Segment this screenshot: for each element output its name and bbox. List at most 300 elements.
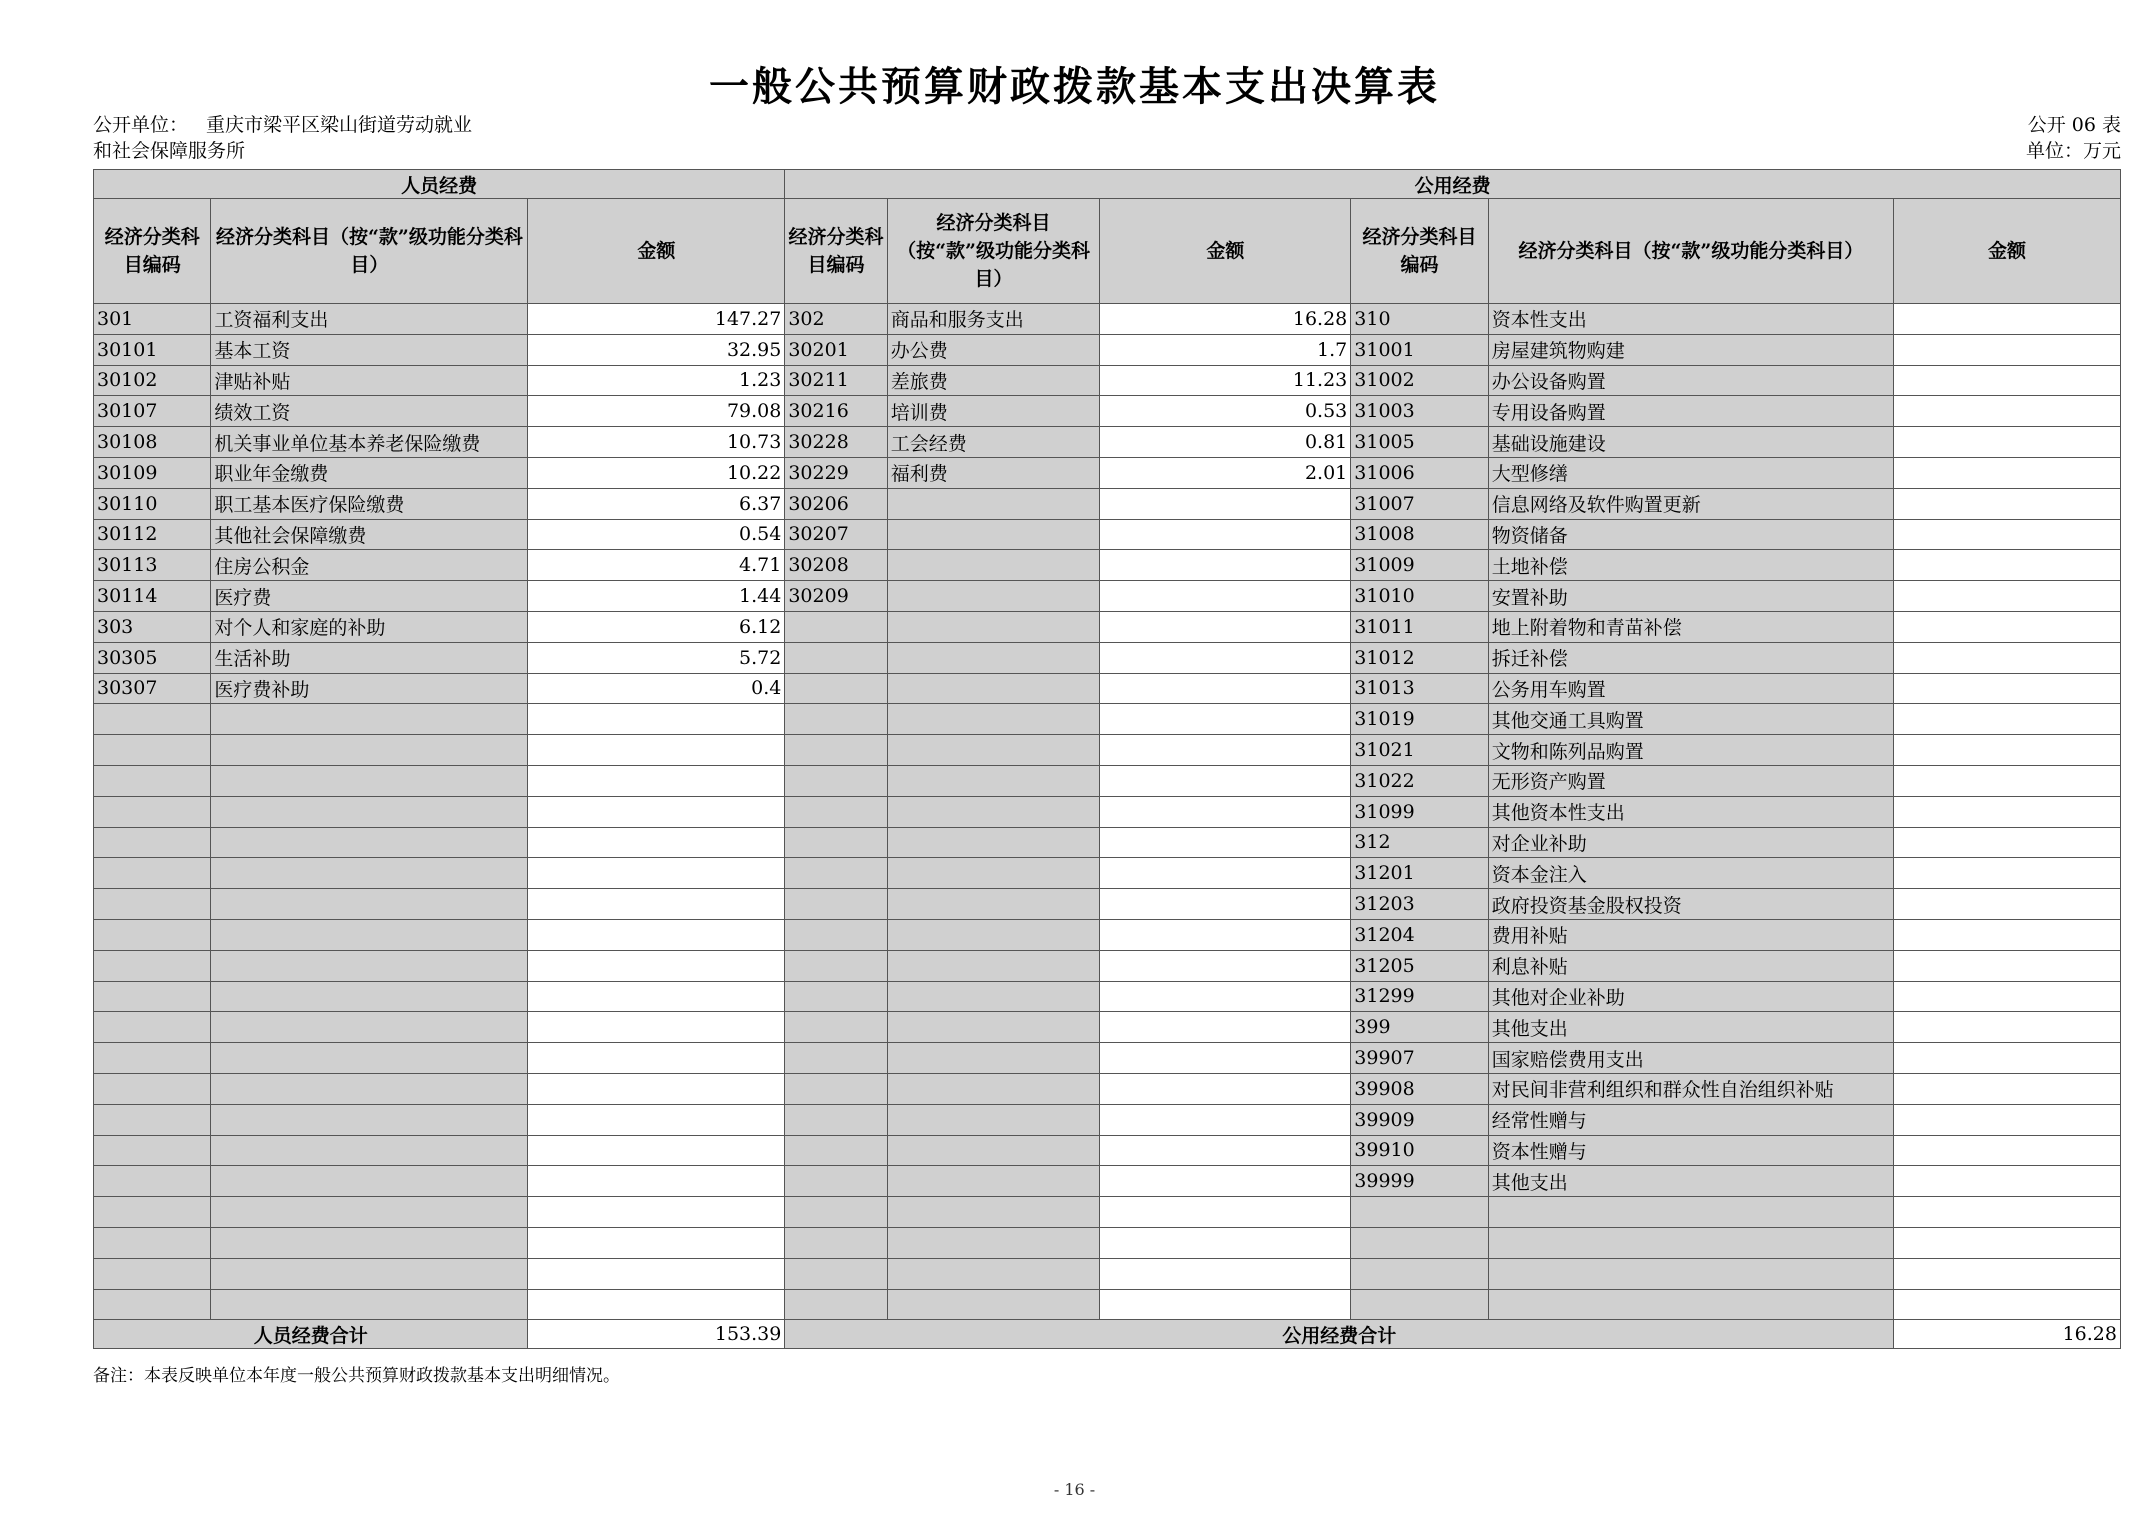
- personnel-amount-cell: [528, 1135, 785, 1166]
- capital-code-cell: [1351, 1197, 1488, 1228]
- capital-code-cell: [1351, 1258, 1488, 1289]
- personnel-item-cell: [211, 1289, 528, 1320]
- personnel-item-cell: [211, 1073, 528, 1104]
- public-total-label: 公用经费合计: [785, 1320, 1894, 1349]
- goods-amount-cell: [1100, 581, 1351, 612]
- capital-code-cell: 31204: [1351, 919, 1488, 950]
- footnote: 备注：本表反映单位本年度一般公共预算财政拨款基本支出明细情况。: [93, 1366, 620, 1386]
- goods-code-cell: [785, 642, 887, 673]
- expenditure-table: [93, 169, 2121, 1349]
- goods-item-cell: [887, 919, 1100, 950]
- capital-amount-cell: [1894, 981, 2121, 1012]
- capital-item-cell: 大型修缮: [1488, 457, 1893, 488]
- personnel-item-cell: [211, 827, 528, 858]
- personnel-code-cell: [94, 1197, 211, 1228]
- personnel-total-label: 人员经费合计: [94, 1320, 528, 1349]
- capital-item-cell: 物资储备: [1488, 519, 1893, 550]
- personnel-amount-cell: [528, 796, 785, 827]
- goods-code-cell: 30206: [785, 488, 887, 519]
- personnel-code-cell: [94, 1227, 211, 1258]
- public-total-value: 16.28: [1894, 1320, 2121, 1349]
- goods-item-cell: [887, 858, 1100, 889]
- group-header-row: [94, 170, 2121, 199]
- capital-code-cell: 31099: [1351, 796, 1488, 827]
- goods-amount-cell: [1100, 858, 1351, 889]
- goods-code-cell: [785, 1012, 887, 1043]
- personnel-amount-cell: 1.23: [528, 365, 785, 396]
- unit-name: 重庆市梁平区梁山街道劳动就业: [206, 114, 473, 136]
- table-row: [94, 1104, 2121, 1135]
- goods-amount-cell: [1100, 704, 1351, 735]
- goods-code-cell: [785, 1289, 887, 1320]
- capital-item-cell: 资本性支出: [1488, 304, 1893, 335]
- goods-amount-cell: 0.81: [1100, 427, 1351, 458]
- goods-amount-cell: [1100, 1135, 1351, 1166]
- goods-item-cell: [887, 642, 1100, 673]
- goods-amount-cell: [1100, 735, 1351, 766]
- personnel-item-cell: [211, 889, 528, 920]
- goods-code-cell: [785, 1104, 887, 1135]
- capital-amount-cell: [1894, 642, 2121, 673]
- capital-amount-cell: [1894, 365, 2121, 396]
- personnel-item-cell: [211, 919, 528, 950]
- goods-amount-cell: 2.01: [1100, 457, 1351, 488]
- capital-item-cell: 国家赔偿费用支出: [1488, 1043, 1893, 1074]
- personnel-code-cell: [94, 735, 211, 766]
- capital-amount-cell: [1894, 858, 2121, 889]
- capital-code-cell: 39909: [1351, 1104, 1488, 1135]
- personnel-code-cell: 30307: [94, 673, 211, 704]
- capital-item-cell: 其他交通工具购置: [1488, 704, 1893, 735]
- capital-item-cell: 费用补贴: [1488, 919, 1893, 950]
- capital-item-cell: 对民间非营利组织和群众性自治组织补贴: [1488, 1073, 1893, 1104]
- personnel-code-cell: [94, 827, 211, 858]
- goods-item-cell: [887, 1012, 1100, 1043]
- personnel-item-cell: 对个人和家庭的补助: [211, 611, 528, 642]
- goods-amount-cell: [1100, 642, 1351, 673]
- table-row: [94, 365, 2121, 396]
- personnel-item-cell: [211, 950, 528, 981]
- goods-code-cell: 30201: [785, 334, 887, 365]
- capital-amount-cell: [1894, 334, 2121, 365]
- goods-code-cell: [785, 889, 887, 920]
- goods-item-cell: [887, 1043, 1100, 1074]
- capital-amount-cell: [1894, 1043, 2121, 1074]
- personnel-item-cell: [211, 704, 528, 735]
- personnel-item-cell: [211, 1043, 528, 1074]
- personnel-code-cell: [94, 1104, 211, 1135]
- capital-item-cell: 安置补助: [1488, 581, 1893, 612]
- capital-amount-cell: [1894, 396, 2121, 427]
- capital-code-cell: 31203: [1351, 889, 1488, 920]
- personnel-code-cell: [94, 950, 211, 981]
- personnel-code-cell: [94, 1012, 211, 1043]
- capital-code-cell: 31010: [1351, 581, 1488, 612]
- personnel-code-cell: [94, 1258, 211, 1289]
- capital-amount-cell: [1894, 827, 2121, 858]
- goods-item-cell: [887, 765, 1100, 796]
- goods-item-cell: [887, 673, 1100, 704]
- capital-amount-cell: [1894, 581, 2121, 612]
- capital-code-cell: 31001: [1351, 334, 1488, 365]
- goods-item-cell: [887, 611, 1100, 642]
- header-amount-capital: 金额: [1894, 199, 2121, 304]
- table-row: [94, 1073, 2121, 1104]
- personnel-item-cell: 住房公积金: [211, 550, 528, 581]
- goods-amount-cell: [1100, 1043, 1351, 1074]
- capital-amount-cell: [1894, 1135, 2121, 1166]
- personnel-code-cell: 30110: [94, 488, 211, 519]
- capital-item-cell: 对企业补助: [1488, 827, 1893, 858]
- capital-code-cell: 31205: [1351, 950, 1488, 981]
- personnel-amount-cell: [528, 735, 785, 766]
- personnel-amount-cell: [528, 1166, 785, 1197]
- personnel-item-cell: 医疗费: [211, 581, 528, 612]
- table-row: [94, 642, 2121, 673]
- capital-item-cell: 信息网络及软件购置更新: [1488, 488, 1893, 519]
- header-name-personnel: 经济分类科目（按“款”级功能分类科目）: [211, 199, 528, 304]
- personnel-code-cell: 30107: [94, 396, 211, 427]
- table-row: [94, 796, 2121, 827]
- goods-item-cell: 商品和服务支出: [887, 304, 1100, 335]
- header-code-goods: 经济分类科目编码: [785, 199, 887, 304]
- capital-code-cell: 31002: [1351, 365, 1488, 396]
- table-row: [94, 457, 2121, 488]
- capital-code-cell: 31009: [1351, 550, 1488, 581]
- personnel-amount-cell: [528, 1258, 785, 1289]
- personnel-code-cell: 30109: [94, 457, 211, 488]
- goods-item-cell: [887, 827, 1100, 858]
- goods-code-cell: [785, 1135, 887, 1166]
- capital-amount-cell: [1894, 889, 2121, 920]
- capital-code-cell: 31011: [1351, 611, 1488, 642]
- capital-item-cell: [1488, 1258, 1893, 1289]
- table-row: [94, 581, 2121, 612]
- table-row: [94, 858, 2121, 889]
- table-row: [94, 673, 2121, 704]
- goods-amount-cell: [1100, 950, 1351, 981]
- goods-amount-cell: 11.23: [1100, 365, 1351, 396]
- capital-code-cell: 39910: [1351, 1135, 1488, 1166]
- goods-code-cell: 30216: [785, 396, 887, 427]
- goods-code-cell: [785, 673, 887, 704]
- goods-item-cell: [887, 550, 1100, 581]
- goods-amount-cell: [1100, 889, 1351, 920]
- goods-amount-cell: [1100, 550, 1351, 581]
- goods-code-cell: [785, 796, 887, 827]
- goods-item-cell: [887, 1197, 1100, 1228]
- goods-code-cell: 30209: [785, 581, 887, 612]
- personnel-group-header: 人员经费: [94, 170, 785, 199]
- personnel-item-cell: 医疗费补助: [211, 673, 528, 704]
- personnel-amount-cell: 10.73: [528, 427, 785, 458]
- goods-amount-cell: [1100, 765, 1351, 796]
- personnel-code-cell: [94, 981, 211, 1012]
- goods-code-cell: [785, 858, 887, 889]
- capital-amount-cell: [1894, 796, 2121, 827]
- personnel-code-cell: [94, 1043, 211, 1074]
- goods-item-cell: [887, 581, 1100, 612]
- goods-amount-cell: 1.7: [1100, 334, 1351, 365]
- capital-item-cell: 专用设备购置: [1488, 396, 1893, 427]
- capital-code-cell: 31022: [1351, 765, 1488, 796]
- capital-code-cell: 39907: [1351, 1043, 1488, 1074]
- capital-item-cell: 利息补贴: [1488, 950, 1893, 981]
- table-row: [94, 735, 2121, 766]
- capital-item-cell: 其他资本性支出: [1488, 796, 1893, 827]
- personnel-item-cell: [211, 735, 528, 766]
- personnel-code-cell: 30102: [94, 365, 211, 396]
- header-name-capital: 经济分类科目（按“款”级功能分类科目）: [1488, 199, 1893, 304]
- capital-amount-cell: [1894, 1197, 2121, 1228]
- goods-item-cell: [887, 796, 1100, 827]
- capital-code-cell: [1351, 1227, 1488, 1258]
- personnel-item-cell: [211, 981, 528, 1012]
- goods-code-cell: 30207: [785, 519, 887, 550]
- personnel-total-value: 153.39: [528, 1320, 785, 1349]
- header-code-capital: 经济分类科目编码: [1351, 199, 1488, 304]
- goods-amount-cell: 0.53: [1100, 396, 1351, 427]
- personnel-code-cell: [94, 889, 211, 920]
- personnel-item-cell: [211, 858, 528, 889]
- capital-item-cell: 资本金注入: [1488, 858, 1893, 889]
- capital-amount-cell: [1894, 1258, 2121, 1289]
- goods-code-cell: [785, 1166, 887, 1197]
- personnel-amount-cell: [528, 1197, 785, 1228]
- capital-code-cell: 31008: [1351, 519, 1488, 550]
- personnel-amount-cell: [528, 889, 785, 920]
- capital-item-cell: 无形资产购置: [1488, 765, 1893, 796]
- table-row: [94, 919, 2121, 950]
- table-row: [94, 827, 2121, 858]
- capital-code-cell: 31006: [1351, 457, 1488, 488]
- personnel-code-cell: [94, 1289, 211, 1320]
- header-code-personnel: 经济分类科目编码: [94, 199, 211, 304]
- table-row: [94, 1135, 2121, 1166]
- goods-amount-cell: [1100, 981, 1351, 1012]
- table-row: [94, 889, 2121, 920]
- goods-code-cell: [785, 611, 887, 642]
- capital-item-cell: [1488, 1227, 1893, 1258]
- goods-item-cell: 差旅费: [887, 365, 1100, 396]
- capital-item-cell: 土地补偿: [1488, 550, 1893, 581]
- capital-amount-cell: [1894, 765, 2121, 796]
- goods-amount-cell: [1100, 919, 1351, 950]
- totals-row: [94, 1320, 2121, 1349]
- column-header-row: [94, 199, 2121, 304]
- table-row: [94, 765, 2121, 796]
- capital-amount-cell: [1894, 1104, 2121, 1135]
- personnel-code-cell: 30305: [94, 642, 211, 673]
- table-row: [94, 488, 2121, 519]
- personnel-code-cell: [94, 765, 211, 796]
- personnel-item-cell: [211, 1135, 528, 1166]
- capital-code-cell: 31007: [1351, 488, 1488, 519]
- capital-amount-cell: [1894, 1166, 2121, 1197]
- table-number: 公开 06 表: [2027, 114, 2121, 136]
- goods-code-cell: [785, 1043, 887, 1074]
- personnel-amount-cell: [528, 704, 785, 735]
- capital-code-cell: 39999: [1351, 1166, 1488, 1197]
- personnel-item-cell: 职业年金缴费: [211, 457, 528, 488]
- personnel-item-cell: [211, 1104, 528, 1135]
- goods-item-cell: [887, 519, 1100, 550]
- personnel-amount-cell: 4.71: [528, 550, 785, 581]
- table-row: [94, 1166, 2121, 1197]
- page-title: 一般公共预算财政拨款基本支出决算表: [709, 63, 1440, 110]
- capital-code-cell: 310: [1351, 304, 1488, 335]
- goods-item-cell: [887, 704, 1100, 735]
- goods-amount-cell: [1100, 1104, 1351, 1135]
- table-row: [94, 304, 2121, 335]
- capital-code-cell: 31005: [1351, 427, 1488, 458]
- unit-name-line2: 和社会保障服务所: [93, 140, 246, 162]
- goods-code-cell: [785, 704, 887, 735]
- capital-amount-cell: [1894, 304, 2121, 335]
- personnel-amount-cell: [528, 1073, 785, 1104]
- personnel-code-cell: 301: [94, 304, 211, 335]
- personnel-amount-cell: 1.44: [528, 581, 785, 612]
- capital-item-cell: 公务用车购置: [1488, 673, 1893, 704]
- capital-amount-cell: [1894, 427, 2121, 458]
- goods-item-cell: [887, 1104, 1100, 1135]
- goods-item-cell: [887, 981, 1100, 1012]
- personnel-item-cell: 绩效工资: [211, 396, 528, 427]
- capital-item-cell: [1488, 1197, 1893, 1228]
- personnel-item-cell: 职工基本医疗保险缴费: [211, 488, 528, 519]
- header-amount-goods: 金额: [1100, 199, 1351, 304]
- table-row: [94, 611, 2121, 642]
- personnel-amount-cell: 0.4: [528, 673, 785, 704]
- goods-code-cell: 30208: [785, 550, 887, 581]
- goods-amount-cell: [1100, 1012, 1351, 1043]
- goods-item-cell: 福利费: [887, 457, 1100, 488]
- capital-amount-cell: [1894, 950, 2121, 981]
- capital-item-cell: 地上附着物和青苗补偿: [1488, 611, 1893, 642]
- goods-item-cell: [887, 1135, 1100, 1166]
- personnel-amount-cell: [528, 950, 785, 981]
- personnel-item-cell: [211, 796, 528, 827]
- personnel-code-cell: 30108: [94, 427, 211, 458]
- personnel-amount-cell: [528, 919, 785, 950]
- table-row: [94, 1258, 2121, 1289]
- goods-code-cell: 302: [785, 304, 887, 335]
- table-row: [94, 1227, 2121, 1258]
- unit-of-measure: 单位：万元: [2025, 140, 2121, 162]
- personnel-amount-cell: 32.95: [528, 334, 785, 365]
- capital-code-cell: 31003: [1351, 396, 1488, 427]
- capital-item-cell: 房屋建筑物购建: [1488, 334, 1893, 365]
- capital-amount-cell: [1894, 1012, 2121, 1043]
- personnel-code-cell: [94, 1073, 211, 1104]
- capital-code-cell: [1351, 1289, 1488, 1320]
- goods-item-cell: 办公费: [887, 334, 1100, 365]
- personnel-amount-cell: [528, 765, 785, 796]
- table-row: [94, 981, 2121, 1012]
- capital-code-cell: 39908: [1351, 1073, 1488, 1104]
- goods-item-cell: [887, 1073, 1100, 1104]
- goods-item-cell: [887, 1289, 1100, 1320]
- capital-code-cell: 31013: [1351, 673, 1488, 704]
- capital-item-cell: 基础设施建设: [1488, 427, 1893, 458]
- capital-item-cell: 其他对企业补助: [1488, 981, 1893, 1012]
- goods-amount-cell: [1100, 1197, 1351, 1228]
- capital-item-cell: 其他支出: [1488, 1166, 1893, 1197]
- capital-code-cell: 399: [1351, 1012, 1488, 1043]
- goods-amount-cell: [1100, 611, 1351, 642]
- personnel-amount-cell: [528, 1012, 785, 1043]
- table-row: [94, 1012, 2121, 1043]
- unit-label: 公开单位：: [93, 114, 189, 136]
- personnel-amount-cell: [528, 858, 785, 889]
- capital-item-cell: 资本性赠与: [1488, 1135, 1893, 1166]
- capital-item-cell: 文物和陈列品购置: [1488, 735, 1893, 766]
- goods-amount-cell: [1100, 519, 1351, 550]
- table-row: [94, 427, 2121, 458]
- personnel-amount-cell: 10.22: [528, 457, 785, 488]
- capital-item-cell: 经常性赠与: [1488, 1104, 1893, 1135]
- public-group-header: 公用经费: [785, 170, 2121, 199]
- capital-amount-cell: [1894, 1073, 2121, 1104]
- table-row: [94, 1197, 2121, 1228]
- goods-code-cell: [785, 981, 887, 1012]
- capital-amount-cell: [1894, 735, 2121, 766]
- personnel-amount-cell: 79.08: [528, 396, 785, 427]
- table-row: [94, 1289, 2121, 1320]
- goods-amount-cell: [1100, 673, 1351, 704]
- goods-code-cell: [785, 1227, 887, 1258]
- personnel-code-cell: [94, 1166, 211, 1197]
- personnel-code-cell: [94, 1135, 211, 1166]
- capital-amount-cell: [1894, 611, 2121, 642]
- personnel-item-cell: [211, 765, 528, 796]
- goods-amount-cell: [1100, 796, 1351, 827]
- personnel-amount-cell: 6.12: [528, 611, 785, 642]
- personnel-code-cell: [94, 858, 211, 889]
- goods-item-cell: 培训费: [887, 396, 1100, 427]
- goods-amount-cell: [1100, 827, 1351, 858]
- goods-code-cell: 30228: [785, 427, 887, 458]
- goods-code-cell: [785, 950, 887, 981]
- goods-code-cell: [785, 1258, 887, 1289]
- personnel-amount-cell: [528, 1104, 785, 1135]
- goods-amount-cell: [1100, 1166, 1351, 1197]
- personnel-item-cell: 其他社会保障缴费: [211, 519, 528, 550]
- page-number: - 16 -: [1053, 1480, 1096, 1499]
- capital-code-cell: 31021: [1351, 735, 1488, 766]
- capital-item-cell: 其他支出: [1488, 1012, 1893, 1043]
- capital-code-cell: 31019: [1351, 704, 1488, 735]
- goods-amount-cell: [1100, 1073, 1351, 1104]
- goods-code-cell: 30229: [785, 457, 887, 488]
- personnel-code-cell: 30114: [94, 581, 211, 612]
- capital-amount-cell: [1894, 919, 2121, 950]
- personnel-code-cell: 30101: [94, 334, 211, 365]
- personnel-item-cell: [211, 1258, 528, 1289]
- capital-amount-cell: [1894, 550, 2121, 581]
- goods-item-cell: [887, 889, 1100, 920]
- personnel-item-cell: [211, 1227, 528, 1258]
- personnel-amount-cell: [528, 827, 785, 858]
- header-name-goods: 经济分类科目（按“款”级功能分类科目）: [887, 199, 1100, 304]
- personnel-item-cell: 工资福利支出: [211, 304, 528, 335]
- personnel-item-cell: 津贴补贴: [211, 365, 528, 396]
- goods-amount-cell: [1100, 1227, 1351, 1258]
- personnel-amount-cell: 147.27: [528, 304, 785, 335]
- capital-code-cell: 31299: [1351, 981, 1488, 1012]
- goods-code-cell: [785, 919, 887, 950]
- table-row: [94, 396, 2121, 427]
